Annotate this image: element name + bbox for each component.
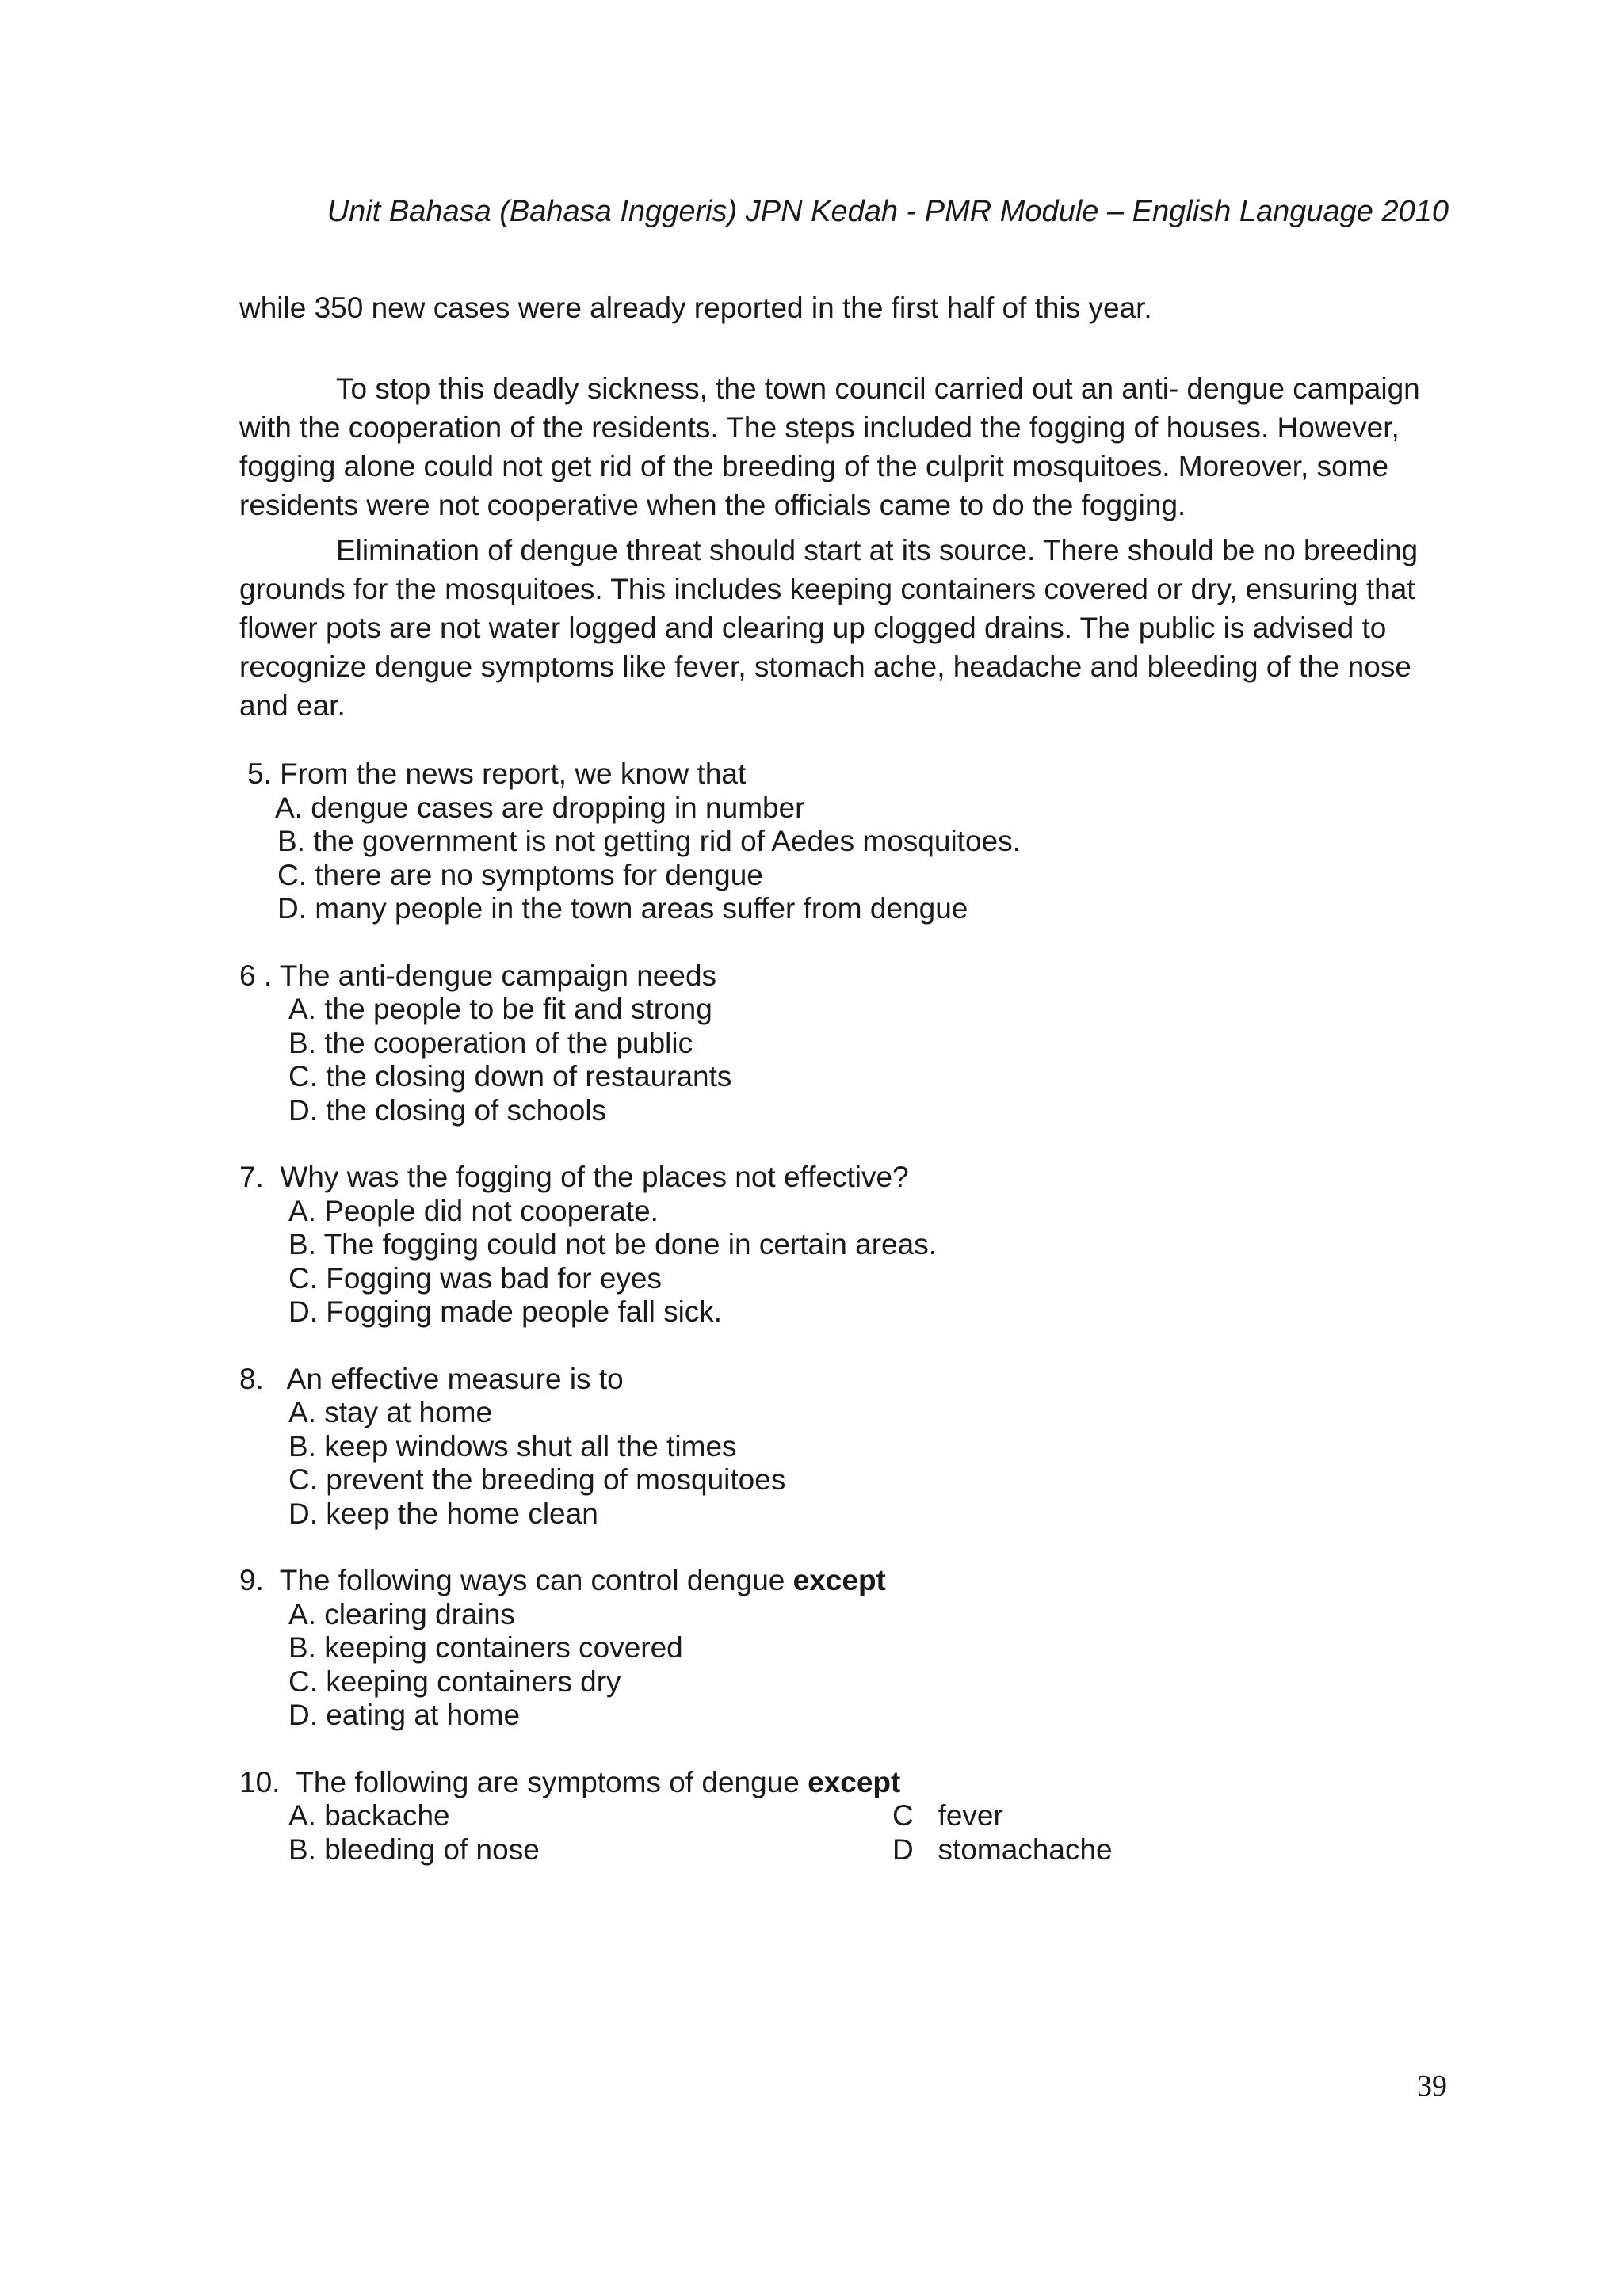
option-c: C. there are no symptoms for dengue: [277, 858, 763, 891]
option-c: C fever: [892, 1799, 1003, 1832]
question-stem-emphasis: except: [808, 1765, 901, 1798]
question-stem: [239, 1766, 1460, 1800]
option-b: B. the cooperation of the public: [288, 1026, 693, 1059]
option-d: D. eating at home: [288, 1699, 521, 1731]
question-stem: 6 . The anti-dengue campaign needs: [239, 959, 717, 992]
option-c: C. keeping containers dry: [288, 1665, 621, 1698]
passage-line: fogging alone could not get rid of the breeding of the culprit mosquitoes. Moreover, some: [239, 450, 1389, 482]
option-a: A. stay at home: [288, 1396, 493, 1428]
question-stem-text: 9. The following ways can control dengue: [239, 1564, 793, 1596]
question-10: [239, 1766, 1460, 1867]
question-stem-text: 10. The following are symptoms of dengue: [239, 1765, 808, 1798]
passage-line: grounds for the mosquitoes. This includes keeping containers covered or dry, ensuring that: [239, 573, 1415, 605]
passage-line: with the cooperation of the residents. The steps included the fogging of houses. However,: [239, 411, 1400, 444]
passage-line: while 350 new cases were already reported in the first half of this year.: [239, 292, 1152, 324]
option-b: B. bleeding of nose: [288, 1833, 540, 1866]
passage-line: recognize dengue symptoms like fever, stomach ache, headache and bleeding of the nose: [239, 650, 1411, 683]
option-b: B. keeping containers covered: [288, 1631, 683, 1664]
option-d: D. Fogging made people fall sick.: [288, 1295, 723, 1328]
page-number: 39: [1417, 2069, 1447, 2103]
option-d: D stomachache: [892, 1833, 1113, 1866]
question-stem: 8. An effective measure is to: [239, 1362, 624, 1395]
question-7: [239, 1161, 1460, 1329]
question-stem: 5. From the news report, we know that: [247, 757, 747, 790]
option-c: C. the closing down of restaurants: [288, 1060, 732, 1093]
question-8: [239, 1363, 1460, 1531]
question-5: [239, 757, 1460, 926]
option-b: B. the government is not getting rid of Aedes mosquitoes.: [277, 825, 1021, 857]
question-stem: [239, 1564, 1460, 1598]
passage-paragraph-2: [239, 531, 1452, 725]
option-d: D. keep the home clean: [288, 1497, 598, 1530]
option-a: A. backache: [288, 1799, 450, 1832]
passage-paragraph-1: [239, 369, 1452, 524]
question-9: [239, 1564, 1460, 1733]
option-a: A. People did not cooperate.: [288, 1194, 659, 1227]
passage-continuation: [239, 288, 1452, 327]
passage-line: residents were not cooperative when the officials came to do the fogging.: [239, 489, 1186, 521]
option-grid: [239, 1799, 1460, 1867]
passage-line: flower pots are not water logged and clearing up clogged drains. The public is advised to: [239, 612, 1387, 644]
option-d: D. the closing of schools: [288, 1093, 607, 1127]
option-a: A. the people to be fit and strong: [288, 993, 712, 1025]
question-stem: 7. Why was the fogging of the places not effective?: [239, 1161, 909, 1193]
question-stem-emphasis: except: [792, 1564, 886, 1596]
passage-line: and ear.: [239, 689, 346, 722]
option-c: C. Fogging was bad for eyes: [288, 1261, 662, 1295]
running-header: Unit Bahasa (Bahasa Inggeris) JPN Kedah - PMR Module – English Language 2010: [327, 195, 1449, 228]
option-a: A. clearing drains: [288, 1597, 515, 1630]
passage-line: To stop this deadly sickness, the town council carried out an anti- dengue campaign: [336, 372, 1420, 405]
option-b: B. The fogging could not be done in certain areas.: [288, 1228, 937, 1261]
option-b: B. keep windows shut all the times: [288, 1429, 737, 1463]
option-c: C. prevent the breeding of mosquitoes: [288, 1463, 786, 1496]
question-6: [239, 959, 1460, 1128]
passage-line: Elimination of dengue threat should start at its source. There should be no breeding: [336, 534, 1419, 566]
option-d: D. many people in the town areas suffer from dengue: [277, 892, 968, 925]
question-list: [239, 757, 1460, 1900]
option-a: A. dengue cases are dropping in number: [275, 791, 805, 824]
